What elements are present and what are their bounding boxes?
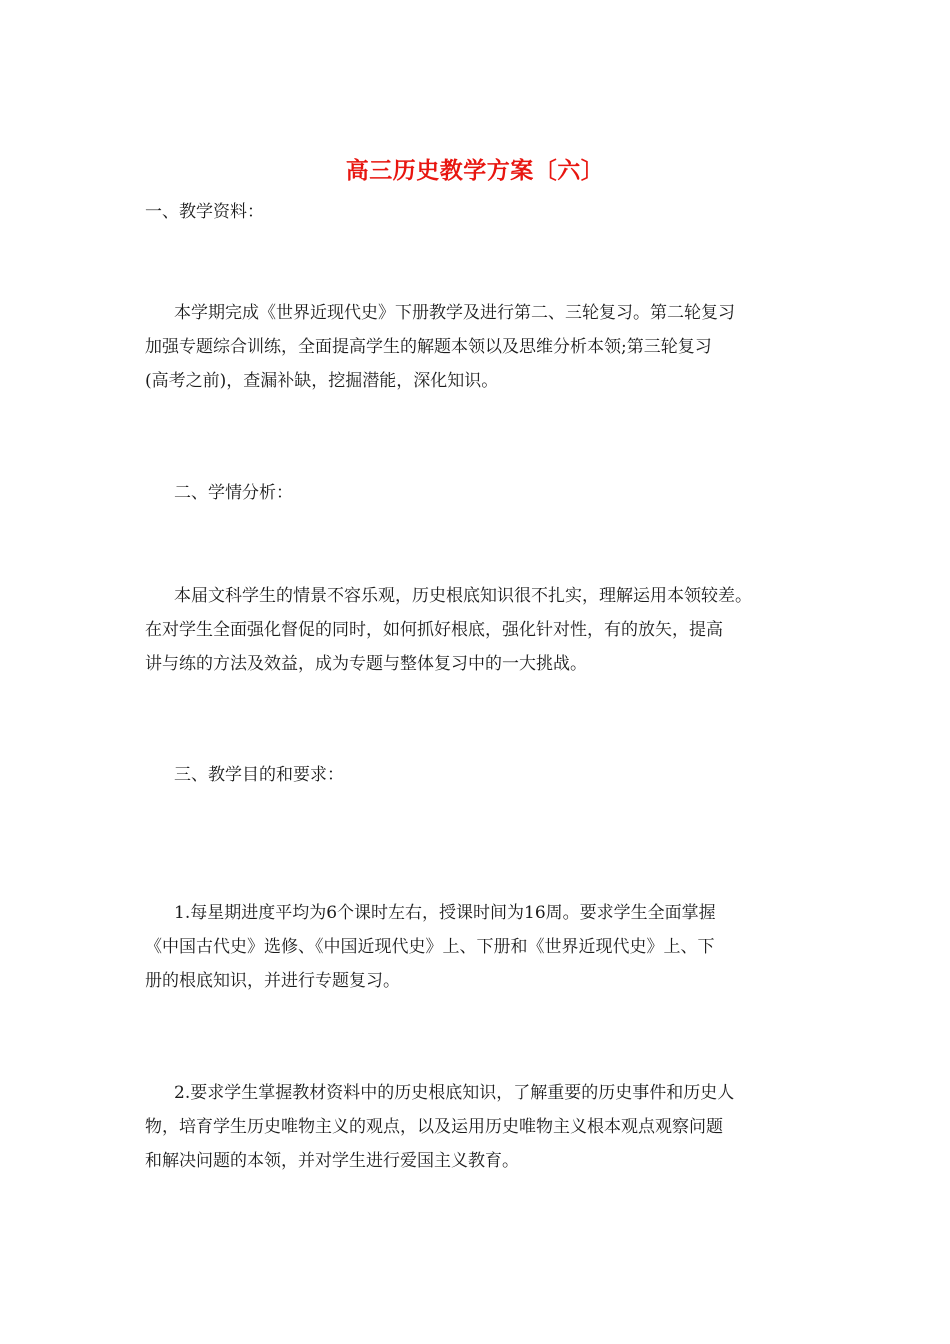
section-heading-teaching-materials: 一、教学资料： <box>145 202 264 222</box>
paragraph-teaching-materials <box>145 301 735 403</box>
document-title: 高三历史教学方案〔六〕 <box>345 157 605 184</box>
paragraph-line: 在对学生全面强化督促的同时，如何抓好根底，强化针对性，有的放矢，提高 <box>145 620 723 640</box>
paragraph-line: 本届文科学生的情景不容乐观，历史根底知识很不扎实，理解运用本领较差。 <box>174 586 752 606</box>
paragraph-line: 讲与练的方法及效益，成为专题与整体复习中的一大挑战。 <box>145 654 587 674</box>
paragraph-student-analysis <box>145 584 752 686</box>
paragraph-line: 物，培育学生历史唯物主义的观点，以及运用历史唯物主义根本观点观察问题 <box>145 1117 723 1137</box>
paragraph-line: 本学期完成《世界近现代史》下册教学及进行第二、三轮复习。第二轮复习 <box>174 303 735 323</box>
paragraph-line: 2.要求学生掌握教材资料中的历史根底知识，了解重要的历史事件和历史人 <box>174 1083 735 1103</box>
paragraph-line: 和解决问题的本领，并对学生进行爱国主义教育。 <box>145 1151 519 1171</box>
section-heading-goals: 三、教学目的和要求： <box>174 765 344 785</box>
paragraph-line: (高考之前)，查漏补缺，挖掘潜能，深化知识。 <box>145 371 499 391</box>
section-heading-student-analysis: 二、学情分析： <box>174 483 293 503</box>
paragraph-goal-1 <box>145 901 716 1003</box>
paragraph-line: 加强专题综合训练，全面提高学生的解题本领以及思维分析本领;第三轮复习 <box>145 337 712 357</box>
paragraph-line: 1.每星期进度平均为6个课时左右，授课时间为16周。要求学生全面掌握 <box>174 903 716 923</box>
paragraph-line: 《中国古代史》选修、《中国近现代史》上、下册和《世界近现代史》上、下 <box>145 937 715 957</box>
paragraph-goal-2 <box>145 1081 734 1183</box>
paragraph-line: 册的根底知识，并进行专题复习。 <box>145 971 400 991</box>
